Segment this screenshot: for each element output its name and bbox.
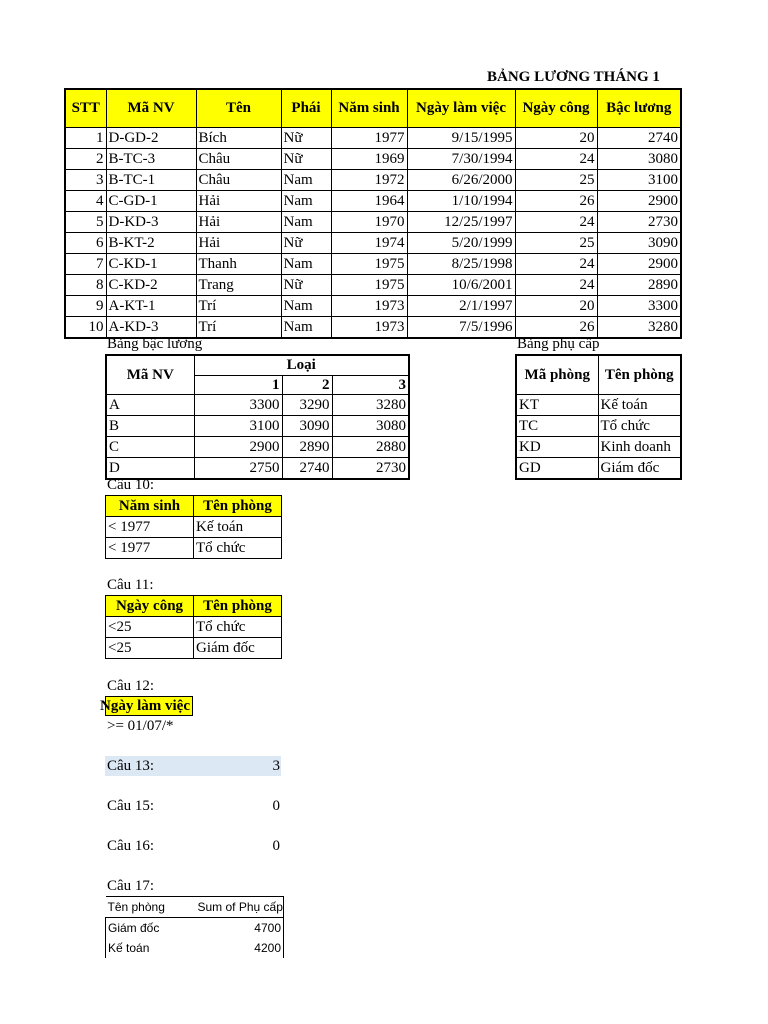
cau11-criteria-table [105, 595, 282, 659]
salary-table-cell[interactable]: 1969 [331, 149, 407, 170]
cau12-header-text: Ngày làm việc [100, 698, 190, 714]
salary-table-cell[interactable]: 1970 [331, 212, 407, 233]
cau12-label: Câu 12: [107, 678, 155, 694]
header-stt[interactable]: STT [65, 89, 106, 128]
bac-luong-cell[interactable]: A [106, 395, 194, 416]
salary-table-cell[interactable]: 2740 [597, 128, 681, 149]
salary-table-row [65, 233, 681, 254]
cau11-body [106, 617, 282, 659]
salary-table-cell[interactable]: Nữ [281, 149, 331, 170]
salary-table-cell[interactable]: Nam [281, 296, 331, 317]
salary-table-cell[interactable]: C-GD-1 [106, 191, 196, 212]
salary-table-cell[interactable]: Nữ [281, 233, 331, 254]
phu-cap-row [516, 416, 681, 437]
salary-table-cell[interactable]: D-GD-2 [106, 128, 196, 149]
phu-cap-row [516, 395, 681, 416]
cau10-header-nam-sinh[interactable]: Năm sinh [106, 496, 194, 517]
cau10-criteria-table [105, 495, 282, 559]
salary-table-cell[interactable]: C-KD-1 [106, 254, 196, 275]
cau15-label[interactable]: Câu 15: [107, 798, 155, 814]
salary-table-cell[interactable]: 7 [65, 254, 106, 275]
cau11-header-ngay-cong[interactable]: Ngày công [106, 596, 194, 617]
bac-luong-cell[interactable]: 2740 [282, 458, 332, 480]
header-ngay-cong[interactable]: Ngày công [515, 89, 597, 128]
cau10-cell[interactable]: Kế toán [194, 517, 282, 538]
salary-table-cell[interactable]: Châu [196, 170, 281, 191]
cau11-label: Câu 11: [107, 577, 154, 593]
bac-luong-cell[interactable]: 3080 [332, 416, 409, 437]
sheet-title: BẢNG LƯƠNG THÁNG 1 [487, 69, 660, 85]
phu-cap-cell[interactable]: Kinh doanh [598, 437, 681, 458]
salary-table-cell[interactable]: 3 [65, 170, 106, 191]
salary-table-cell[interactable]: Trí [196, 296, 281, 317]
salary-table-cell[interactable]: 20 [515, 128, 597, 149]
salary-table-cell[interactable]: 3300 [597, 296, 681, 317]
salary-table-row [65, 149, 681, 170]
salary-table-cell[interactable]: 6/26/2000 [407, 170, 515, 191]
bac-luong-cell[interactable]: B [106, 416, 194, 437]
bac-luong-cell[interactable]: 2890 [282, 437, 332, 458]
salary-table-cell[interactable]: A-KD-3 [106, 317, 196, 339]
bac-luong-caption: Bảng bậc lương [107, 336, 203, 352]
salary-table-cell[interactable]: 12/25/1997 [407, 212, 515, 233]
cau17-cell[interactable]: 4700 [196, 918, 284, 939]
salary-table [64, 88, 682, 339]
salary-table-cell[interactable]: 4 [65, 191, 106, 212]
cau11-header-ten-phong[interactable]: Tên phòng [194, 596, 282, 617]
cau10-cell[interactable]: < 1977 [106, 538, 194, 559]
phu-cap-cell[interactable]: TC [516, 416, 598, 437]
cau17-header-ten-phong[interactable]: Tên phòng [106, 897, 196, 918]
bac-luong-cell[interactable]: 2880 [332, 437, 409, 458]
phu-cap-header-ten-phong[interactable]: Tên phòng [598, 355, 681, 395]
bac-luong-row [106, 395, 409, 416]
cau17-body [106, 918, 284, 959]
header-ten[interactable]: Tên [196, 89, 281, 128]
phu-cap-cell[interactable]: KD [516, 437, 598, 458]
cau15-value[interactable]: 0 [272, 798, 280, 814]
salary-table-cell[interactable]: 25 [515, 170, 597, 191]
phu-cap-cell[interactable]: Kế toán [598, 395, 681, 416]
cau12-criteria-value[interactable]: >= 01/07/* [107, 718, 174, 734]
salary-table-cell[interactable]: 10 [65, 317, 106, 339]
salary-table-cell[interactable]: 1973 [331, 296, 407, 317]
salary-table-cell[interactable]: 26 [515, 191, 597, 212]
salary-table-cell[interactable]: Trang [196, 275, 281, 296]
cau13-value[interactable]: 3 [272, 758, 280, 774]
salary-table-cell[interactable]: A-KT-1 [106, 296, 196, 317]
bac-luong-cell[interactable]: 2900 [194, 437, 282, 458]
salary-table-cell[interactable]: 7/5/1996 [407, 317, 515, 339]
bac-luong-cell[interactable]: C [106, 437, 194, 458]
salary-table-cell[interactable]: 2900 [597, 191, 681, 212]
salary-table-cell[interactable]: Hải [196, 233, 281, 254]
salary-table-cell[interactable]: 1975 [331, 254, 407, 275]
salary-table-row [65, 128, 681, 149]
cau17-cell[interactable]: 4200 [196, 938, 284, 958]
phu-cap-header-ma-phong[interactable]: Mã phòng [516, 355, 598, 395]
salary-table-cell[interactable]: 8 [65, 275, 106, 296]
cau13-label[interactable]: Câu 13: [107, 758, 155, 774]
salary-table-cell[interactable]: 9 [65, 296, 106, 317]
salary-table-cell[interactable]: Hải [196, 212, 281, 233]
salary-table-cell[interactable]: 3080 [597, 149, 681, 170]
cau17-row [106, 938, 284, 958]
bac-luong-level-3[interactable]: 3 [332, 375, 409, 395]
bac-luong-ma-nv-header[interactable]: Mã NV [106, 355, 194, 395]
salary-table-cell[interactable]: 24 [515, 149, 597, 170]
salary-table-cell[interactable]: 2/1/1997 [407, 296, 515, 317]
cau11-row [106, 617, 282, 638]
phu-cap-cell[interactable]: KT [516, 395, 598, 416]
salary-table-cell[interactable]: 1977 [331, 128, 407, 149]
cau10-row [106, 538, 282, 559]
salary-table-cell[interactable]: 6 [65, 233, 106, 254]
salary-table-cell[interactable]: 2730 [597, 212, 681, 233]
salary-table-cell[interactable]: 7/30/1994 [407, 149, 515, 170]
phu-cap-body [516, 395, 681, 480]
salary-table-row [65, 212, 681, 233]
salary-table-cell[interactable]: 2900 [597, 254, 681, 275]
bac-luong-cell[interactable]: 3290 [282, 395, 332, 416]
salary-table-cell[interactable]: Bích [196, 128, 281, 149]
salary-table-cell[interactable]: B-TC-1 [106, 170, 196, 191]
bac-luong-level-1[interactable]: 1 [194, 375, 282, 395]
salary-table-cell[interactable]: 5/20/1999 [407, 233, 515, 254]
salary-table-cell[interactable]: 3100 [597, 170, 681, 191]
bac-luong-table [105, 354, 410, 480]
salary-table-cell[interactable]: Thanh [196, 254, 281, 275]
bac-luong-cell[interactable]: D [106, 458, 194, 480]
salary-table-cell[interactable]: 10/6/2001 [407, 275, 515, 296]
cau11-cell[interactable]: <25 [106, 617, 194, 638]
salary-table-cell[interactable]: 26 [515, 317, 597, 339]
cau11-row [106, 638, 282, 659]
salary-table-cell[interactable]: 1974 [331, 233, 407, 254]
bac-luong-loai-header[interactable]: Loại [194, 355, 409, 375]
salary-table-cell[interactable]: D-KD-3 [106, 212, 196, 233]
bac-luong-cell[interactable]: 3280 [332, 395, 409, 416]
bac-luong-row [106, 416, 409, 437]
bac-luong-cell[interactable]: 3090 [282, 416, 332, 437]
bac-luong-cell[interactable]: 3100 [194, 416, 282, 437]
salary-table-cell[interactable]: Trí [196, 317, 281, 339]
bac-luong-cell[interactable]: 2730 [332, 458, 409, 480]
salary-table-cell[interactable]: 25 [515, 233, 597, 254]
cau10-cell[interactable]: < 1977 [106, 517, 194, 538]
salary-table-cell[interactable]: Nam [281, 170, 331, 191]
header-ma-nv[interactable]: Mã NV [106, 89, 196, 128]
salary-table-cell[interactable]: 9/15/1995 [407, 128, 515, 149]
salary-table-cell[interactable]: 8/25/1998 [407, 254, 515, 275]
salary-table-body [65, 128, 681, 339]
salary-table-cell[interactable]: Nữ [281, 275, 331, 296]
salary-table-cell[interactable]: 1975 [331, 275, 407, 296]
phu-cap-row [516, 458, 681, 480]
cau10-body [106, 517, 282, 559]
salary-table-cell[interactable]: 3090 [597, 233, 681, 254]
bac-luong-level-2[interactable]: 2 [282, 375, 332, 395]
salary-table-cell[interactable]: Nữ [281, 128, 331, 149]
bac-luong-row [106, 437, 409, 458]
salary-table-cell[interactable]: 5 [65, 212, 106, 233]
salary-table-cell[interactable]: 20 [515, 296, 597, 317]
cau16-value[interactable]: 0 [272, 838, 280, 854]
cau17-row [106, 918, 284, 939]
salary-table-cell[interactable]: 24 [515, 254, 597, 275]
salary-table-cell[interactable]: 1 [65, 128, 106, 149]
salary-table-cell[interactable]: Nam [281, 317, 331, 339]
bac-luong-cell[interactable]: 3300 [194, 395, 282, 416]
header-nam-sinh[interactable]: Năm sinh [331, 89, 407, 128]
cau17-header-sum[interactable]: Sum of Phụ cấp [196, 897, 284, 918]
salary-table-cell[interactable]: B-TC-3 [106, 149, 196, 170]
cau10-header-ten-phong[interactable]: Tên phòng [194, 496, 282, 517]
salary-table-cell[interactable]: 3280 [597, 317, 681, 339]
salary-table-cell[interactable]: 1/10/1994 [407, 191, 515, 212]
phu-cap-caption: Bảng phụ cấp [517, 336, 600, 352]
salary-table-cell[interactable]: 1973 [331, 317, 407, 339]
cau10-cell[interactable]: Tổ chức [194, 538, 282, 559]
cau11-cell[interactable]: Giám đốc [194, 638, 282, 659]
salary-table-cell[interactable]: Nam [281, 254, 331, 275]
phu-cap-table [515, 354, 682, 480]
phu-cap-row [516, 437, 681, 458]
cau10-row [106, 517, 282, 538]
cau17-label: Câu 17: [107, 878, 155, 894]
cau16-label[interactable]: Câu 16: [107, 838, 155, 854]
phu-cap-cell[interactable]: Giám đốc [598, 458, 681, 480]
phu-cap-cell[interactable]: GD [516, 458, 598, 480]
salary-table-cell[interactable]: 1964 [331, 191, 407, 212]
bac-luong-body [106, 395, 409, 480]
salary-table-row [65, 170, 681, 191]
salary-table-cell[interactable]: 2890 [597, 275, 681, 296]
cau17-pivot-table [105, 896, 284, 958]
cau17-cell[interactable]: Giám đốc [106, 918, 196, 939]
salary-table-row [65, 275, 681, 296]
bac-luong-cell[interactable]: 2750 [194, 458, 282, 480]
cau11-cell[interactable]: Tổ chức [194, 617, 282, 638]
header-ngay-lam-viec[interactable]: Ngày làm việc [407, 89, 515, 128]
salary-table-cell[interactable]: Nam [281, 191, 331, 212]
salary-table-row [65, 191, 681, 212]
cau11-cell[interactable]: <25 [106, 638, 194, 659]
salary-table-cell[interactable]: 1972 [331, 170, 407, 191]
salary-table-cell[interactable]: 24 [515, 275, 597, 296]
salary-table-cell[interactable]: 24 [515, 212, 597, 233]
salary-table-cell[interactable]: Hải [196, 191, 281, 212]
header-bac-luong[interactable]: Bậc lương [597, 89, 681, 128]
salary-table-row [65, 254, 681, 275]
phu-cap-cell[interactable]: Tổ chức [598, 416, 681, 437]
salary-table-row [65, 296, 681, 317]
salary-table-cell[interactable]: 2 [65, 149, 106, 170]
salary-table-cell[interactable]: C-KD-2 [106, 275, 196, 296]
header-phai[interactable]: Phái [281, 89, 331, 128]
salary-table-cell[interactable]: Nam [281, 212, 331, 233]
salary-table-cell[interactable]: B-KT-2 [106, 233, 196, 254]
cau10-label: Câu 10: [107, 477, 155, 493]
cau17-cell[interactable]: Kế toán [106, 938, 196, 958]
salary-table-cell[interactable]: Châu [196, 149, 281, 170]
